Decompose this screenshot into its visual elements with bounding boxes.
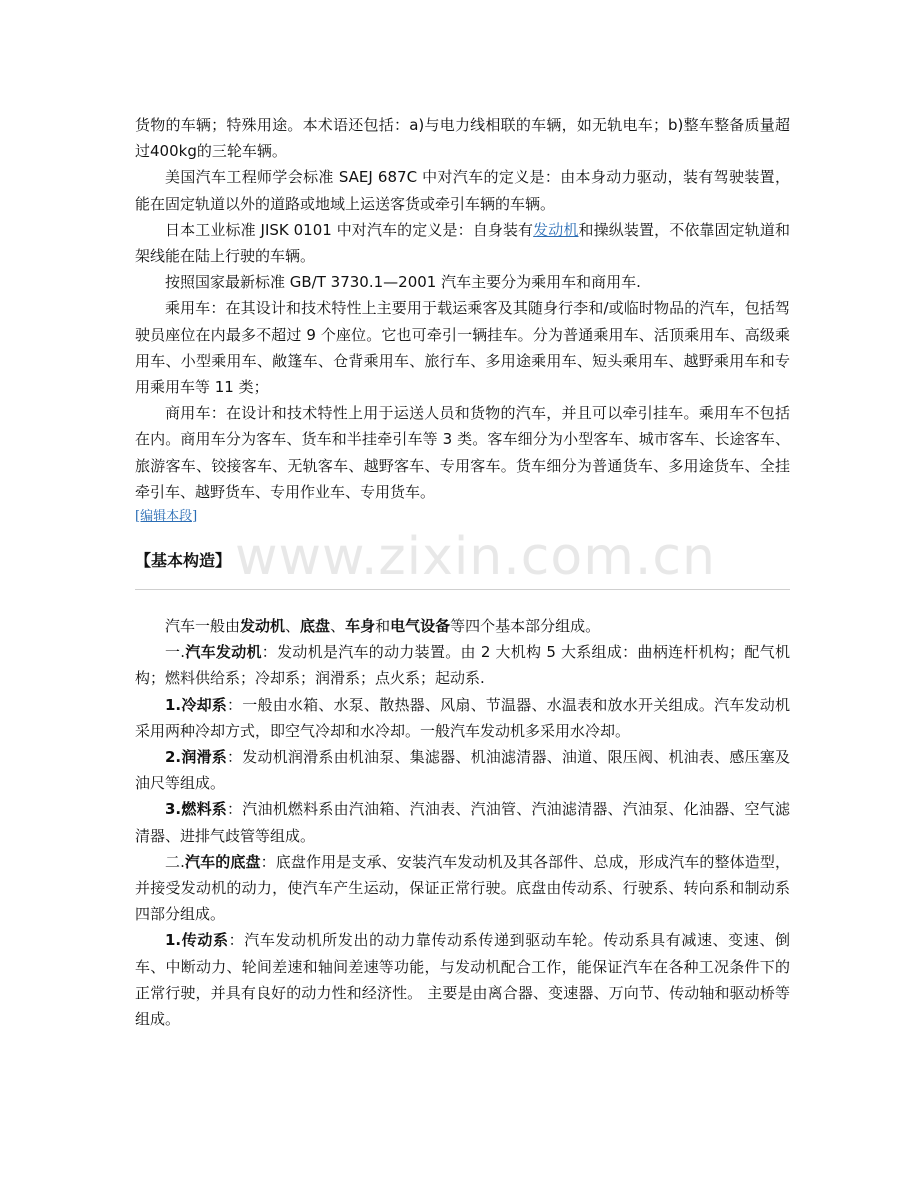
paragraph-fuel-system <box>135 796 790 848</box>
text: ：汽车发动机所发出的动力靠传动系传递到驱动车轮。传动系具有减速、变速、倒车、中断动力、轮间差速和轴间差速等功能，与发动机配合工作，能保证汽车在各种工况条件下的正常行驶，并具有良好的动力性和经济性。 主要是由离合器、变速器、万向节、传动轴和驱动桥等组成。 <box>135 931 790 1029</box>
paragraph-chassis <box>135 849 790 928</box>
edit-section-link[interactable]: [编辑本段] <box>135 509 198 525</box>
watermark-text: www.zixin.com.cn <box>235 527 716 588</box>
paragraph-cooling-system <box>135 692 790 744</box>
paragraph-drivetrain <box>135 927 790 1032</box>
text: ：发动机是汽车的动力装置。由 2 大机构 5 大系组成：曲柄连杆机构；配气机构；燃料供给系；冷却系；润滑系；点火系；起动系. <box>135 643 790 688</box>
paragraph-gb-standard: 按照国家最新标准 GB/T 3730.1—2001 汽车主要分为乘用车和商用车. <box>165 273 641 292</box>
paragraph-basic-parts <box>135 613 790 639</box>
bold-term: 发动机 <box>240 617 286 636</box>
bold-term: 3.燃料系 <box>165 800 228 819</box>
paragraph-engine <box>135 639 790 691</box>
paragraph-commercial-vehicle: 商用车：在设计和技术特性上用于运送人员和货物的汽车，并且可以牵引挂车。乘用车不包括在内。商用车分为客车、货车和半挂牵引车等 3 类。客车细分为小型客车、城市客车、长途客车、旅游客车、铰接客车、无轨客车、越野客车、专用客车。货车细分为普通货车、多用途货车、全挂牵引车、越野货车、专用作业车、专用货车。 <box>135 404 790 501</box>
jis-text-before: 日本工业标准 JISK 0101 中对汽车的定义是：自身装有 <box>165 220 534 239</box>
bold-term: 汽车发动机 <box>185 643 262 662</box>
paragraph-definition-continued: 货物的车辆；特殊用途。本术语还包括：a)与电力线相联的车辆，如无轨电车；b)整车整备质量超过400kg的三轮车辆。 <box>135 116 790 161</box>
paragraph-jis-definition <box>135 217 790 269</box>
text: 、 <box>330 617 346 636</box>
text: ：发动机润滑系由机油泵、集滤器、机油滤清器、油道、限压阀、机油表、感压塞及油尺等组成。 <box>135 748 790 793</box>
text: ：汽油机燃料系由汽油箱、汽油表、汽油管、汽油滤清器、汽油泵、化油器、空气滤清器、进排气歧管等组成。 <box>135 800 790 845</box>
bold-term: 1.冷却系 <box>165 695 228 714</box>
bold-term: 2.润滑系 <box>165 748 228 767</box>
engine-link[interactable]: 发动机 <box>533 220 579 239</box>
bold-term: 车身 <box>345 617 376 636</box>
paragraph-passenger-car: 乘用车：在其设计和技术特性上主要用于载运乘客及其随身行李和/或临时物品的汽车，包括驾驶员座位在内最多不超过 9 个座位。它也可牵引一辆挂车。分为普通乘用车、活顶乘用车、高级乘用车、小型乘用车、敞篷车、仓背乘用车、旅行车、多用途乘用车、短头乘用车、越野乘用车和专用乘用车等 11 类； <box>135 299 790 397</box>
jis-text-after: 和操纵装置，不依靠固定轨道和架线能在陆上行驶的车辆。 <box>135 220 790 266</box>
bold-term: 底盘 <box>300 617 331 636</box>
bold-term: 1.传动系 <box>165 931 229 950</box>
text: 和 <box>375 617 391 636</box>
text: 等四个基本部分组成。 <box>450 617 601 636</box>
text: 一. <box>165 643 186 662</box>
section-divider <box>135 589 790 590</box>
paragraph-lubrication-system <box>135 744 790 796</box>
document-content <box>135 112 790 1032</box>
text: ：一般由水箱、水泵、散热器、风扇、节温器、水温表和放水开关组成。汽车发动机采用两种冷却方式，即空气冷却和水冷却。一般汽车发动机多采用水冷却。 <box>135 695 790 740</box>
section-title: 【基本构造】 <box>135 551 232 571</box>
section-header <box>135 527 790 591</box>
text: 汽车一般由 <box>165 617 241 636</box>
text: 、 <box>285 617 301 636</box>
bold-term: 电气设备 <box>390 617 451 636</box>
bold-term: 汽车的底盘 <box>184 852 261 871</box>
text: ：底盘作用是支承、安装汽车发动机及其各部件、总成，形成汽车的整体造型，并接受发动机的动力，使汽车产生运动，保证正常行驶。底盘由传动系、行驶系、转向系和制动系四部分组成。 <box>135 852 790 924</box>
paragraph-sae-definition: 美国汽车工程师学会标准 SAEJ 687C 中对汽车的定义是：由本身动力驱动，装有驾驶装置，能在固定轨道以外的道路或地域上运送客货或牵引车辆的车辆。 <box>135 168 790 213</box>
text: 二. <box>165 852 185 871</box>
